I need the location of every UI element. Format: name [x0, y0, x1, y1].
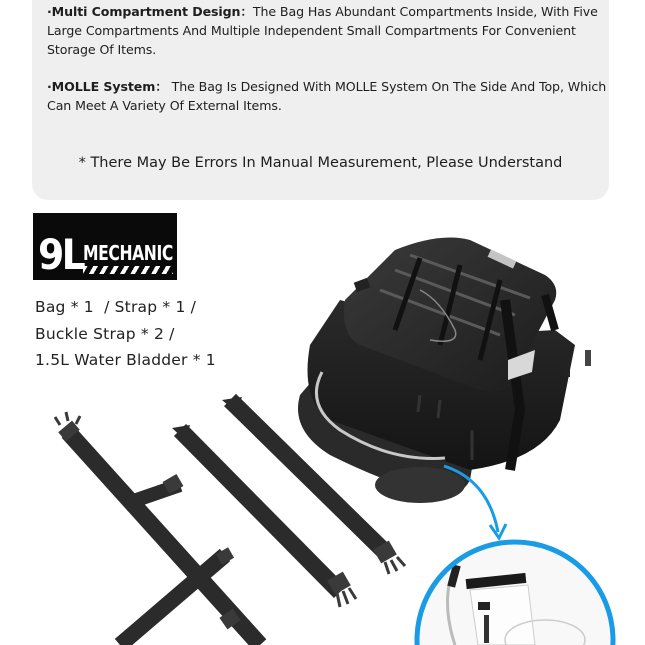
- contents-line: Bag * 1 / Strap * 1 /: [35, 298, 197, 316]
- feature-title: ·Multi Compartment Design：: [47, 4, 253, 19]
- backpack-image: [298, 238, 591, 503]
- contents-line: Buckle Strap * 2 /: [35, 324, 175, 343]
- contents-line: 1.5L Water Bladder * 1: [35, 351, 216, 369]
- water-bladder-image: [417, 542, 613, 645]
- logo-capacity: 9L: [38, 230, 83, 279]
- feature-text: The Bag Is Designed With MOLLE System On The Side And Top, Which Can Meet A Variety Of External Items.: [47, 79, 607, 113]
- feature-title: ·MOLLE System：: [47, 79, 168, 94]
- logo-name: MECHANIC: [83, 241, 173, 265]
- measurement-disclaimer: * There May Be Errors In Manual Measurement, Please Understand: [78, 155, 563, 171]
- feature-text: The Bag Has Abundant Compartments Inside, With Five Large Compartments And Multiple Independent Small Compartments For Convenient Storage Of Items.: [47, 4, 598, 57]
